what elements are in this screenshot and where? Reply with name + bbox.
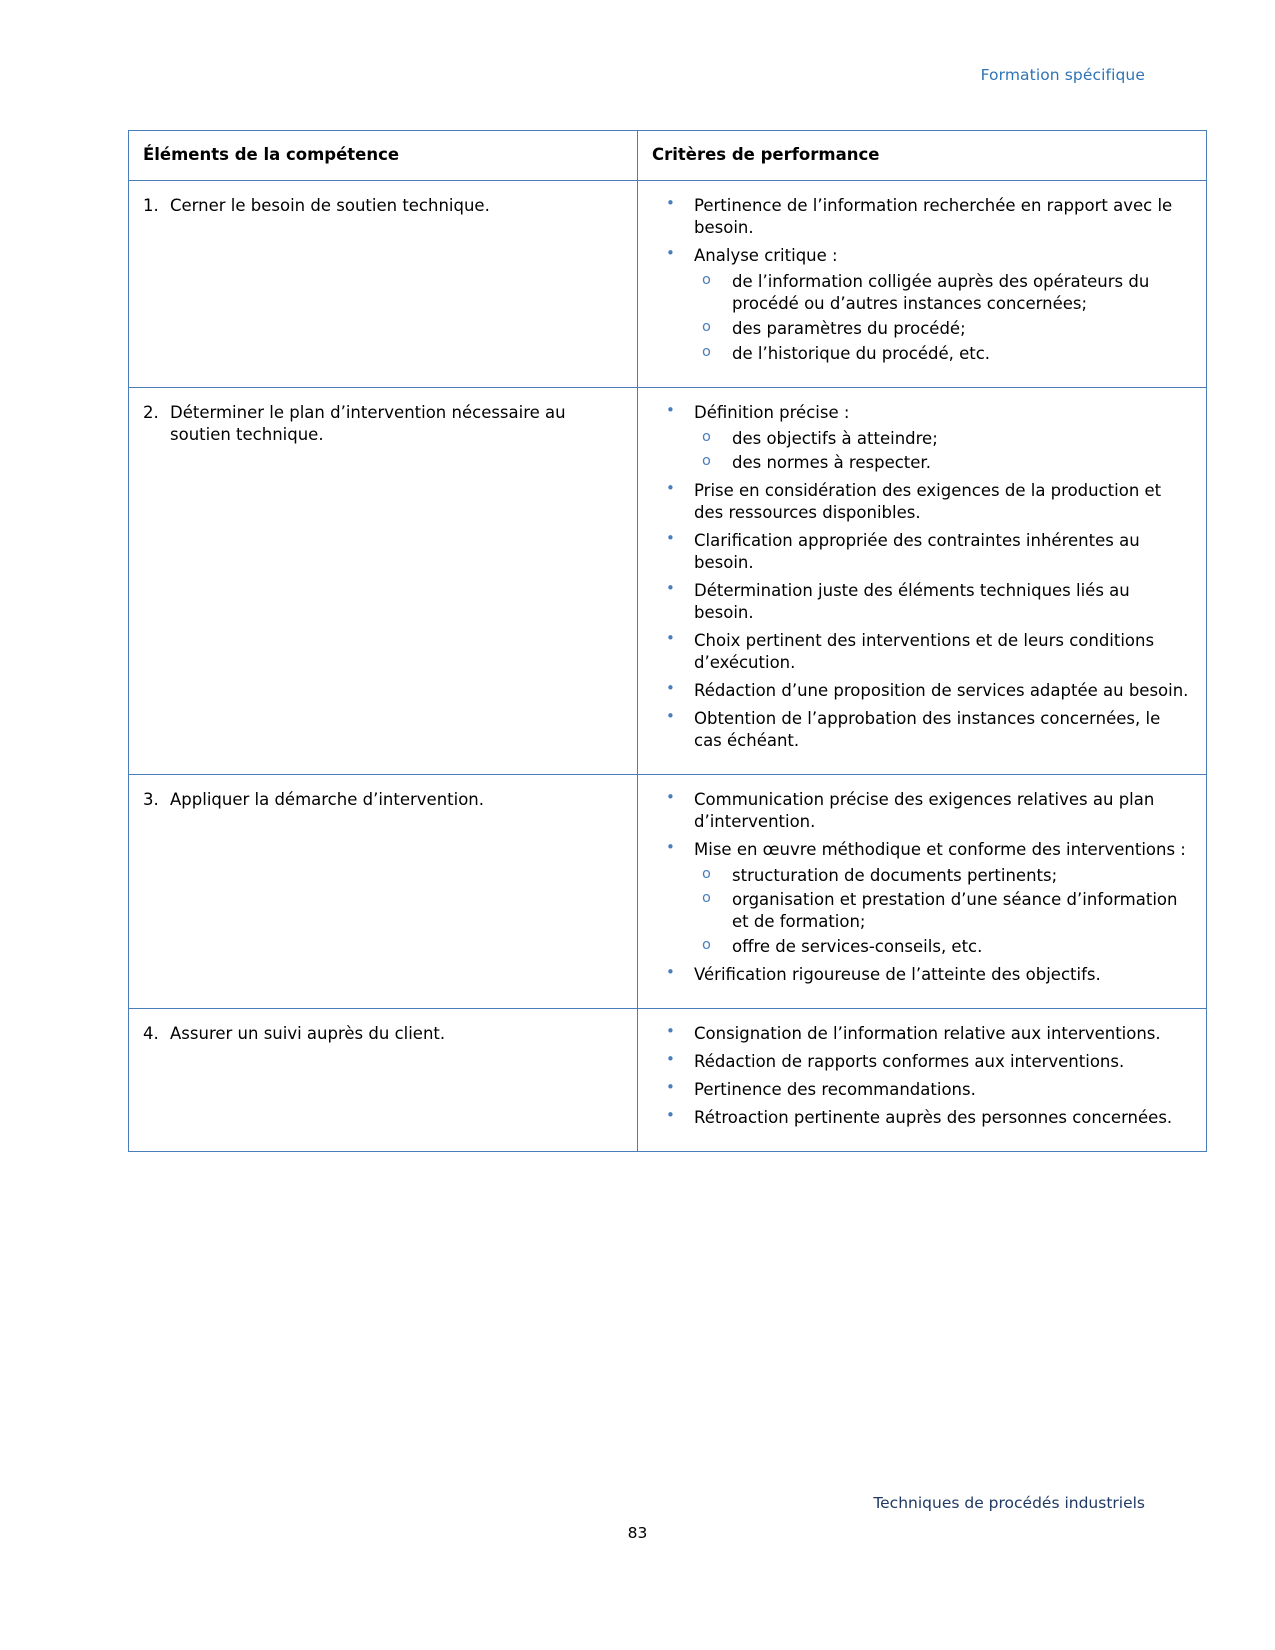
criteria-cell	[638, 1009, 1207, 1152]
criterion-text: Consignation de l’information relative aux interventions.	[694, 1024, 1161, 1044]
page-header-note: Formation spécifique	[980, 66, 1145, 84]
criterion-subitem: o de l’historique du procédé, etc.	[694, 343, 1192, 365]
column-header-criteria: Critères de performance	[638, 131, 1207, 181]
criterion-item	[652, 1051, 1192, 1073]
criteria-list	[652, 402, 1192, 752]
element-label: Cerner le besoin de soutien technique.	[170, 196, 490, 215]
footer-program-name: Techniques de procédés industriels	[873, 1494, 1145, 1512]
criterion-text: Mise en œuvre méthodique et conforme des interventions :	[694, 839, 1186, 859]
element-label: Assurer un suivi auprès du client.	[170, 1024, 446, 1044]
criteria-list	[652, 195, 1192, 365]
element-cell	[129, 1009, 638, 1152]
criterion-text: Choix pertinent des interventions et de leurs conditions d’exécution.	[694, 631, 1155, 672]
table-row	[129, 774, 1207, 1009]
element-number: 2.	[143, 402, 159, 422]
criterion-item	[652, 708, 1192, 752]
criterion-text: Communication précise des exigences relatives au plan d’intervention.	[694, 789, 1155, 831]
criterion-text: Définition précise :	[694, 402, 850, 422]
criterion-item	[652, 480, 1192, 524]
criterion-text: Prise en considération des exigences de la production et des ressources disponibles.	[694, 481, 1162, 523]
competency-table	[128, 130, 1207, 1152]
criteria-list	[652, 789, 1192, 987]
criterion-item	[652, 839, 1192, 959]
criterion-text: Clarification appropriée des contraintes inhérentes au besoin.	[694, 531, 1140, 573]
criterion-subitem: o des normes à respecter.	[694, 452, 1192, 474]
criterion-subitem: o de l’information colligée auprès des opérateurs du procédé ou d’autres instances concernées;	[694, 271, 1192, 315]
element-number: 1.	[143, 196, 159, 215]
element-label: Appliquer la démarche d’intervention.	[170, 789, 484, 809]
element-number: 3.	[143, 789, 159, 809]
criterion-item	[652, 245, 1192, 365]
criteria-cell	[638, 181, 1207, 388]
criterion-item	[652, 680, 1192, 702]
criterion-sublist	[694, 271, 1192, 365]
criterion-item	[652, 1079, 1192, 1101]
criterion-item	[652, 195, 1192, 239]
element-cell	[129, 181, 638, 388]
table-header-row	[129, 131, 1207, 181]
table-row	[129, 387, 1207, 774]
criterion-text: Rédaction de rapports conformes aux interventions.	[694, 1052, 1125, 1072]
criterion-text: Vérification rigoureuse de l’atteinte des objectifs.	[694, 965, 1101, 985]
criterion-item	[652, 402, 1192, 475]
column-header-elements: Éléments de la compétence	[129, 131, 638, 181]
criterion-item	[652, 789, 1192, 833]
criterion-text: Rétroaction pertinente auprès des personnes concernées.	[694, 1108, 1173, 1127]
criterion-item	[652, 1023, 1192, 1045]
criterion-item	[652, 1107, 1192, 1129]
criterion-item	[652, 964, 1192, 986]
criterion-subitem: o des objectifs à atteindre;	[694, 428, 1192, 450]
criterion-text: Analyse critique :	[694, 245, 838, 265]
criterion-item	[652, 630, 1192, 674]
criterion-item	[652, 580, 1192, 624]
criterion-text: Pertinence des recommandations.	[694, 1080, 976, 1100]
criteria-cell	[638, 387, 1207, 774]
footer-page-number: 83	[627, 1524, 648, 1542]
element-cell	[129, 387, 638, 774]
table-row	[129, 181, 1207, 388]
criterion-subitem: o organisation et prestation d’une séance d’information et de formation;	[694, 889, 1192, 933]
criterion-sublist	[694, 865, 1192, 959]
element-label: Déterminer le plan d’intervention nécessaire au soutien technique.	[170, 402, 566, 444]
element-number: 4.	[143, 1024, 159, 1044]
criterion-subitem: o des paramètres du procédé;	[694, 318, 1192, 340]
criteria-list	[652, 1023, 1192, 1129]
criterion-text: Obtention de l’approbation des instances concernées, le cas échéant.	[694, 708, 1161, 750]
criterion-subitem: o structuration de documents pertinents;	[694, 865, 1192, 887]
criterion-subitem: o offre de services-conseils, etc.	[694, 936, 1192, 958]
criteria-cell	[638, 774, 1207, 1009]
criterion-item	[652, 530, 1192, 574]
criterion-text: Rédaction d’une proposition de services adaptée au besoin.	[694, 680, 1189, 700]
criterion-sublist	[694, 428, 1192, 475]
criterion-text: Détermination juste des éléments techniques liés au besoin.	[694, 581, 1130, 623]
criterion-text: Pertinence de l’information recherchée en rapport avec le besoin.	[694, 196, 1173, 237]
table-row	[129, 1009, 1207, 1152]
element-cell	[129, 774, 638, 1009]
